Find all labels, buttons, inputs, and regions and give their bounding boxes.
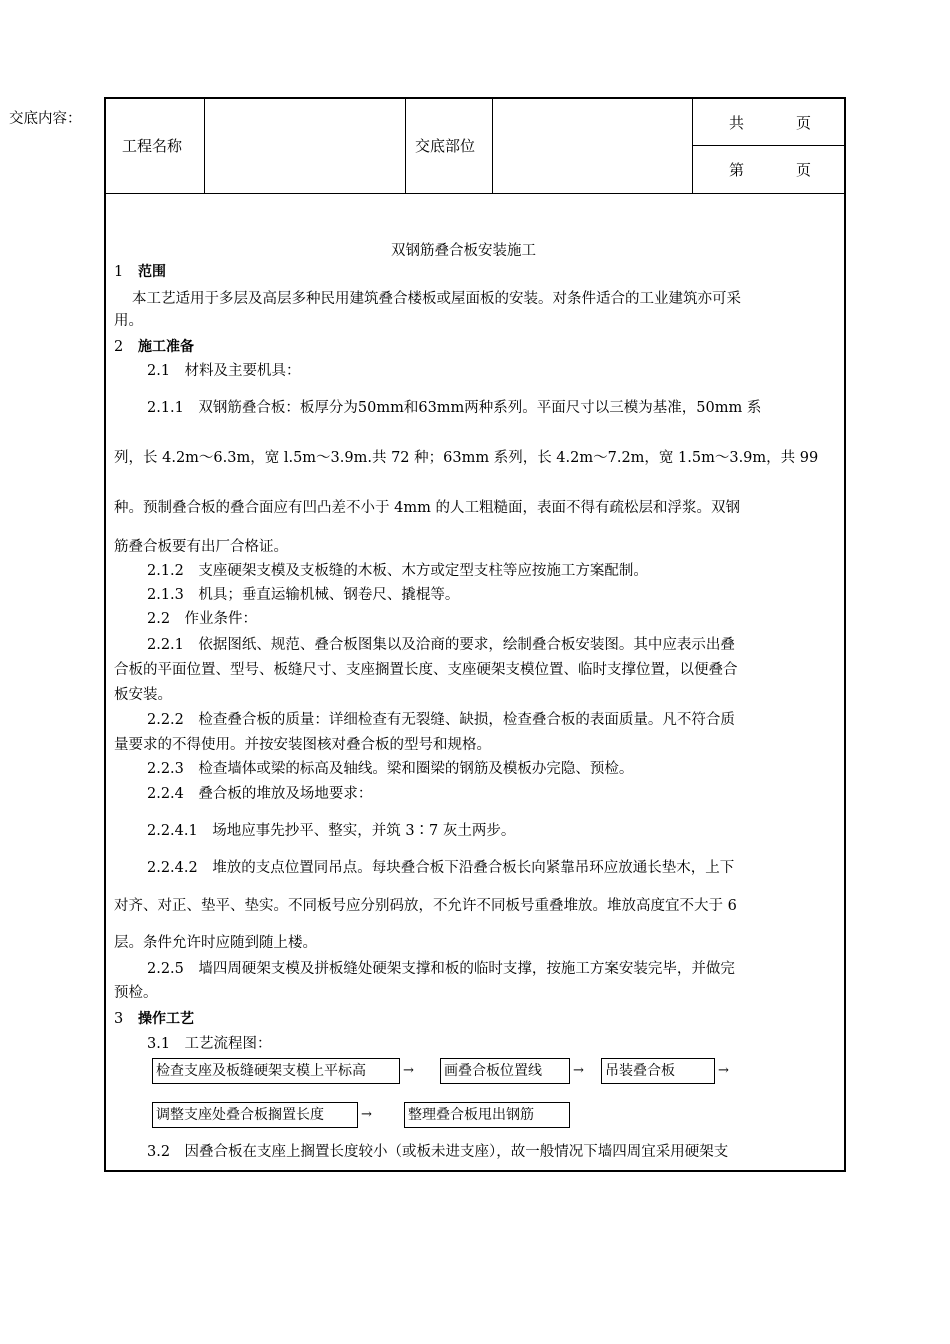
- divider: [405, 99, 406, 193]
- paragraph-line: 2.1.2 支座硬架支模及支板缝的木板、木方或定型支柱等应按施工方案配制。: [147, 563, 648, 579]
- paragraph-line: 层。条件允许时应随到随上楼。: [114, 935, 317, 951]
- flow-step: 画叠合板位置线: [440, 1058, 570, 1084]
- flow-arrow-icon: →: [361, 1107, 372, 1122]
- flow-arrow-icon: →: [573, 1063, 584, 1078]
- divider: [692, 99, 693, 193]
- paragraph-line: 本工艺适用于多层及高层多种民用建筑叠合楼板或屋面板的安装。对条件适合的工业建筑亦可采: [132, 291, 741, 307]
- paragraph-line: 2.2.4.1 场地应事先抄平、整实，并筑 3∶7 灰土两步。: [147, 823, 516, 839]
- paragraph-line: 2.2.4 叠合板的堆放及场地要求：: [147, 786, 373, 802]
- total-pages-unit: 页: [796, 114, 812, 132]
- section-title: 施工准备: [138, 339, 194, 355]
- paragraph-line: 量要求的不得使用。并按安装图核对叠合板的型号和规格。: [114, 737, 491, 753]
- paragraph-line: 筋叠合板要有出厂合格证。: [114, 539, 288, 555]
- paragraph-line: 2.2.5 墙四周硬架支模及拼板缝处硬架支撑和板的临时支撑，按施工方案安装完毕，并做完: [147, 961, 735, 977]
- flow-step: 检查支座及板缝硬架支模上平标高: [152, 1058, 400, 1084]
- subsection-heading: 2.2 作业条件：: [147, 611, 258, 627]
- paragraph-line: 2.2.2 检查叠合板的质量：详细检查有无裂缝、缺损，检查叠合板的表面质量。凡不符合质: [147, 712, 735, 728]
- flow-arrow-icon: →: [403, 1063, 414, 1078]
- flow-step: 调整支座处叠合板搁置长度: [152, 1102, 358, 1128]
- paragraph-line: 2.1.1 双钢筋叠合板：板厚分为50mm和63mm两种系列。平面尺寸以三模为基准，50mm 系: [147, 400, 762, 416]
- section-title: 范围: [138, 264, 166, 280]
- paragraph-line: 2.2.1 依据图纸、规范、叠合板图集以及洽商的要求，绘制叠合板安装图。其中应表示出叠: [147, 637, 735, 653]
- project-name-label: 工程名称: [122, 137, 183, 155]
- paragraph-line: 用。: [114, 313, 143, 329]
- paragraph-line: 2.2.4.2 堆放的支点位置同吊点。每块叠合板下沿叠合板长向紧靠吊环应放通长垫木，上下: [147, 860, 735, 876]
- subsection-heading: 3.1 工艺流程图：: [147, 1036, 272, 1052]
- section-number: 3: [114, 1011, 124, 1027]
- paragraph-line: 列，长 4.2m～6.3m，宽 l.5m～3.9m.共 72 种；63mm 系列，长 4.2m～7.2m，宽 1.5m～3.9m，共 99: [114, 450, 819, 466]
- paragraph-line: 对齐、对正、垫平、垫实。不同板号应分别码放，不允许不同板号重叠堆放。堆放高度宜不大于 6: [114, 898, 737, 914]
- paragraph-line: 2.1.3 机具；垂直运输机械、钢卷尺、撬棍等。: [147, 587, 460, 603]
- paragraph-line: 2.2.3 检查墙体或梁的标高及轴线。梁和圈梁的钢筋及模板办完隐、预检。: [147, 761, 634, 777]
- flow-step: 吊装叠合板: [601, 1058, 715, 1084]
- document-title: 双钢筋叠合板安装施工: [391, 243, 536, 259]
- total-pages-label: 共: [729, 114, 745, 132]
- content-label: 交底内容：: [9, 111, 82, 127]
- form-header: [106, 99, 844, 194]
- section-number: 2: [114, 339, 124, 355]
- section-number: 1: [114, 264, 124, 280]
- paragraph-line: 合板的平面位置、型号、板缝尺寸、支座搁置长度、支座硬架支模位置、临时支撑位置，以便叠合: [114, 662, 738, 678]
- subsection-heading: 2.1 材料及主要机具：: [147, 363, 301, 379]
- flow-step: 整理叠合板甩出钢筋: [404, 1102, 570, 1128]
- section-title: 操作工艺: [138, 1011, 194, 1027]
- divider: [692, 145, 844, 146]
- divider: [204, 99, 205, 193]
- paragraph-line: 预检。: [114, 985, 158, 1001]
- paragraph-line: 板安装。: [114, 687, 172, 703]
- paragraph-line: 3.2 因叠合板在支座上搁置长度较小（或板未进支座），故一般情况下墙四周宜采用硬架支: [147, 1144, 729, 1160]
- flow-arrow-icon: →: [718, 1063, 729, 1078]
- page-number-unit: 页: [796, 161, 812, 179]
- location-label: 交底部位: [415, 137, 476, 155]
- disclosure-form: [9, 97, 846, 1172]
- divider: [492, 99, 493, 193]
- paragraph-line: 种。预制叠合板的叠合面应有凹凸差不小于 4mm 的人工粗糙面，表面不得有疏松层和浮浆。双钢: [114, 500, 740, 516]
- page-number-label: 第: [729, 161, 745, 179]
